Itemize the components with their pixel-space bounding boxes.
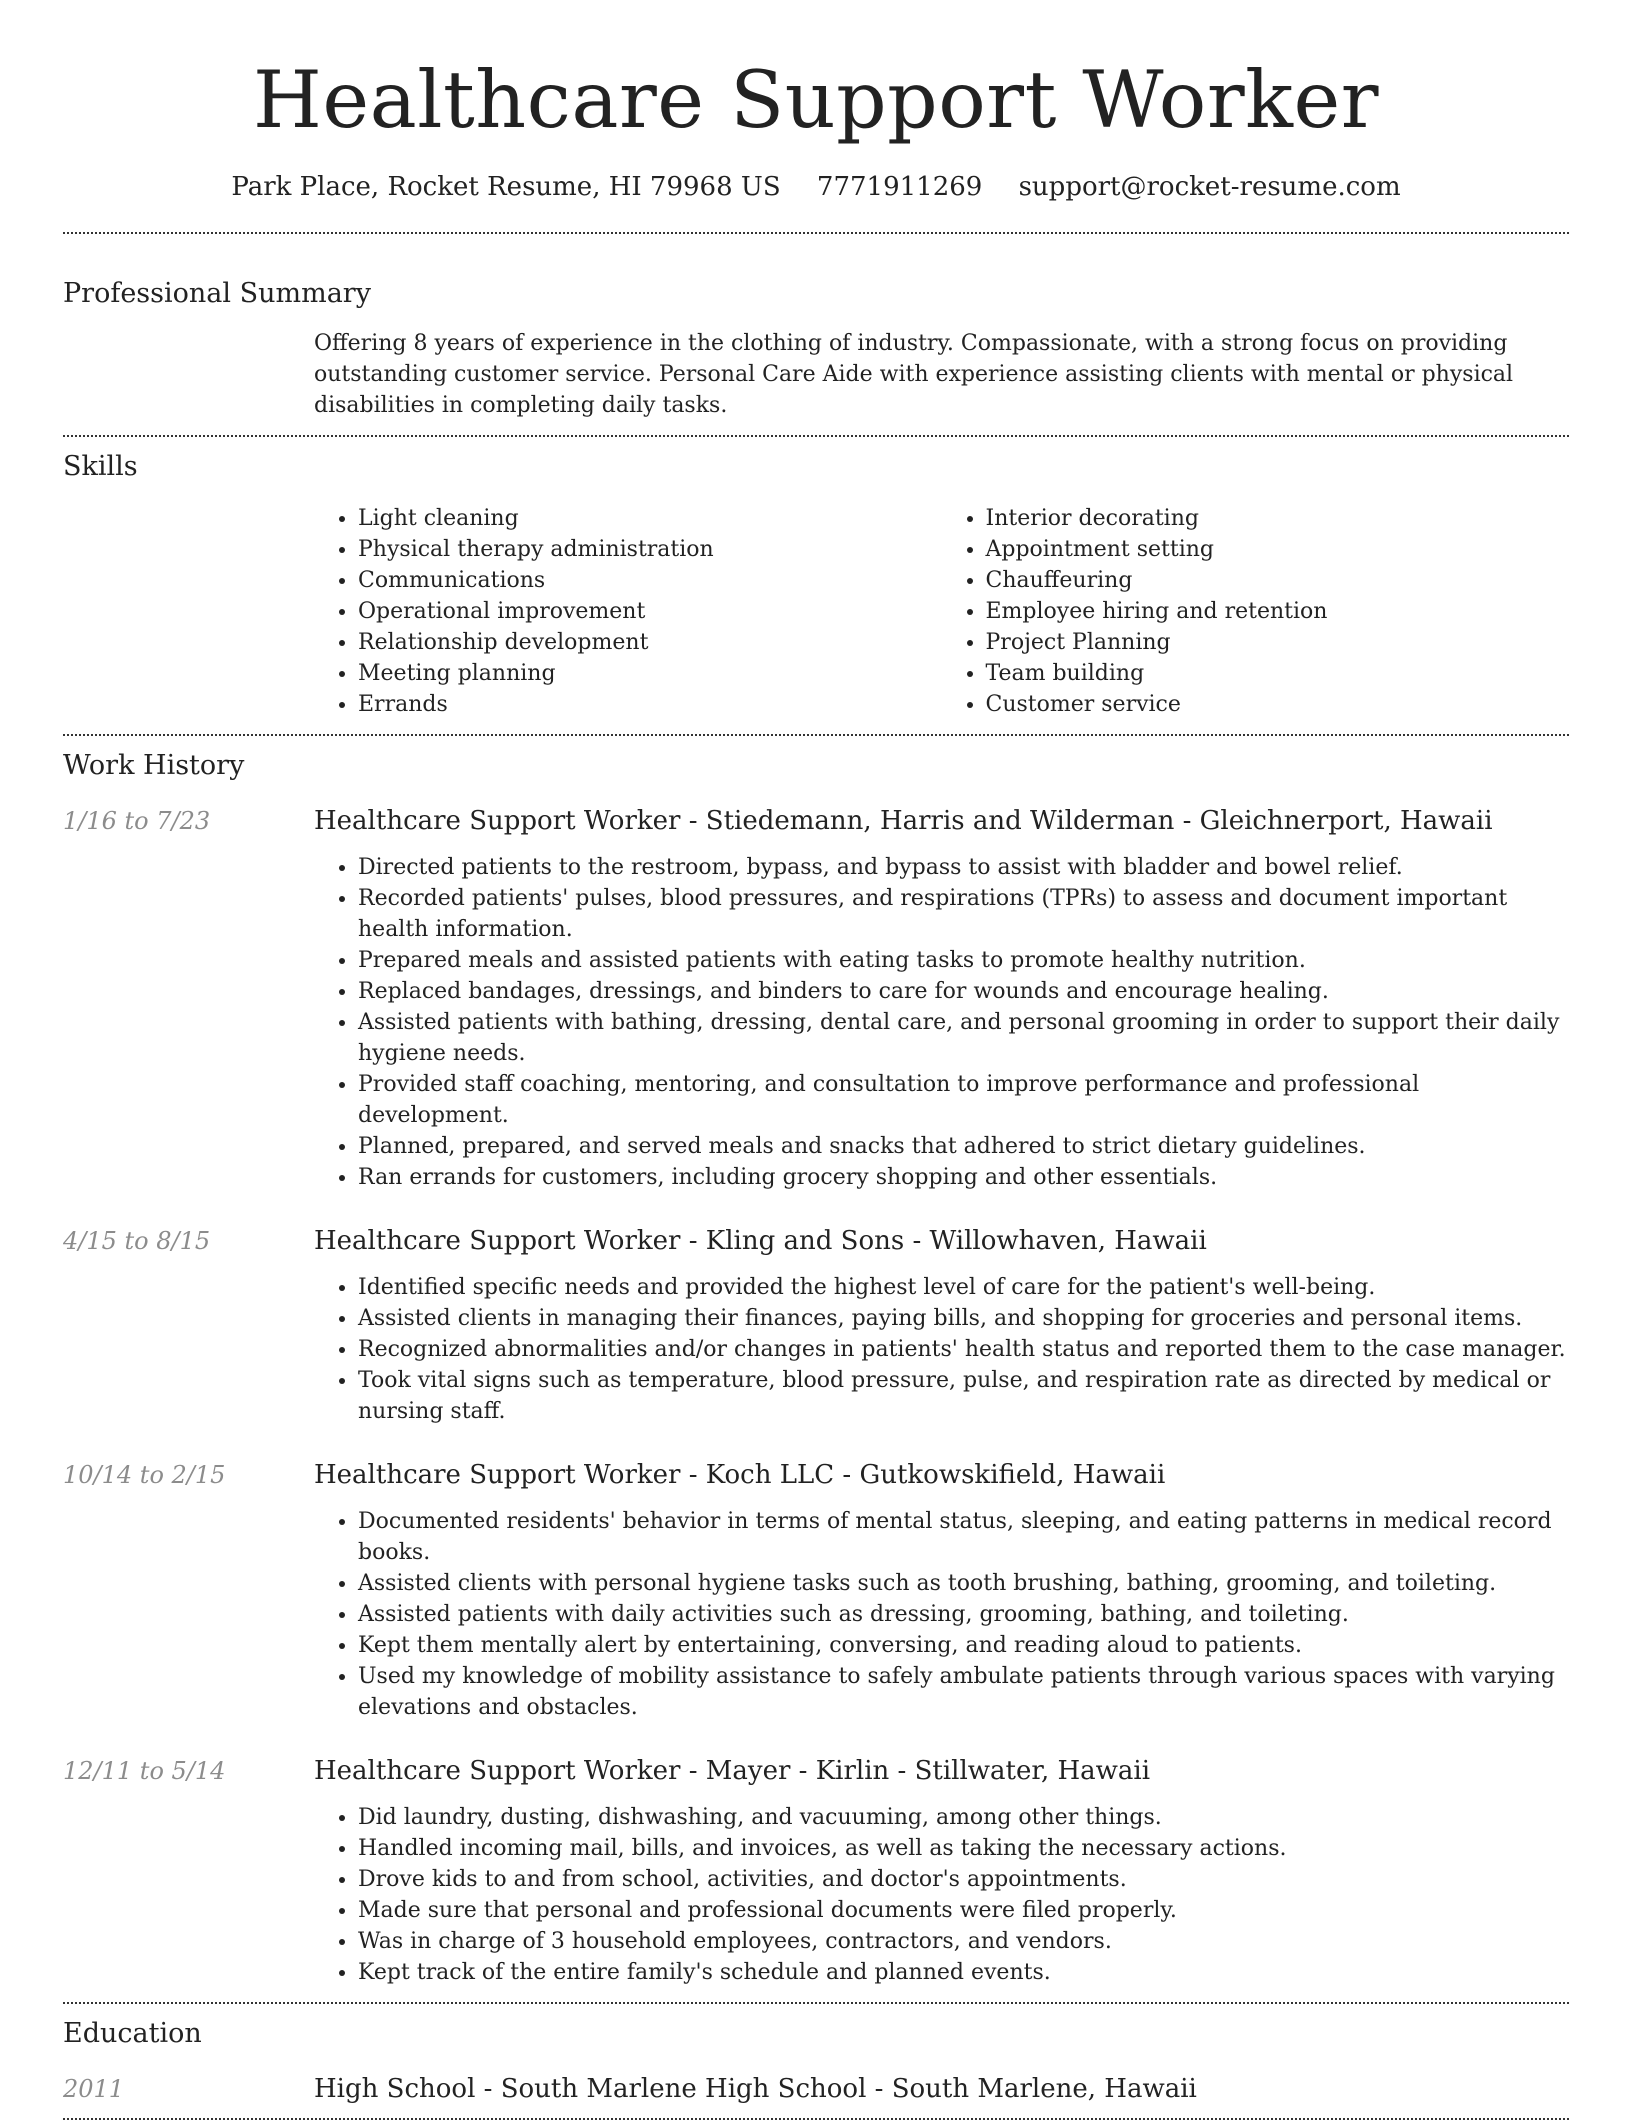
skill-item: • Interior decorating: [986, 503, 1570, 534]
skills-grid: [314, 503, 1569, 720]
contact-phone: 7771911269: [816, 172, 983, 202]
job-heading: Healthcare Support Worker - Mayer - Kirlin - Stillwater, Hawaii: [314, 1756, 1151, 1786]
job-header: [63, 1458, 1569, 1492]
job-bullet: • Assisted patients with daily activities such as dressing, grooming, bathing, and toileting.: [358, 1599, 1569, 1630]
skill-item: • Communications: [358, 565, 942, 596]
job-bullet: • Assisted patients with bathing, dressing, dental care, and personal grooming in order to support their daily hygiene needs.: [358, 1007, 1569, 1069]
skills-list-left: [314, 503, 942, 720]
skill-item: • Meeting planning: [358, 658, 942, 689]
work-section: [63, 736, 1569, 1988]
job-bullet: • Directed patients to the restroom, bypass, and bypass to assist with bladder and bowel relief.: [358, 852, 1569, 883]
job-bullet: • Took vital signs such as temperature, blood pressure, pulse, and respiration rate as directed by medical or nursing staff.: [358, 1365, 1569, 1427]
skill-item: • Customer service: [986, 689, 1570, 720]
job-bullet: • Used my knowledge of mobility assistance to safely ambulate patients through various spaces with varying elevations and obstacles.: [358, 1661, 1569, 1723]
skill-item: • Project Planning: [986, 627, 1570, 658]
job-header: [63, 1754, 1569, 1788]
job-date: 4/15 to 8/15: [63, 1227, 211, 1255]
education-section: [63, 2004, 1569, 2106]
job-header: [63, 1224, 1569, 1258]
education-heading: High School - South Marlene High School - South Marlene, Hawaii: [314, 2074, 1197, 2104]
job-entry: [63, 804, 1569, 1193]
job-entry: [63, 1754, 1569, 1988]
job-bullet: • Assisted clients with personal hygiene tasks such as tooth brushing, bathing, grooming, and toileting.: [358, 1568, 1569, 1599]
job-bullet: • Was in charge of 3 household employees, contractors, and vendors.: [358, 1926, 1569, 1957]
job-bullet: • Documented residents' behavior in terms of mental status, sleeping, and eating patterns in medical record books.: [358, 1506, 1569, 1568]
job-bullet: • Made sure that personal and professional documents were filed properly.: [358, 1895, 1569, 1926]
contact-line: [63, 170, 1569, 204]
summary-text: Offering 8 years of experience in the clothing of industry. Compassionate, with a strong focus on providing outstanding customer service. Personal Care Aide with experience assisting clients with mental or physical disabilities in completing daily tasks.: [314, 331, 1514, 418]
skill-item: • Team building: [986, 658, 1570, 689]
skill-item: • Light cleaning: [358, 503, 942, 534]
job-bullet: • Recorded patients' pulses, blood pressures, and respirations (TPRs) to assess and document important health information.: [358, 883, 1569, 945]
job-bullets: [314, 1272, 1569, 1427]
job-bullet: • Recognized abnormalities and/or changes in patients' health status and reported them to the case manager.: [358, 1334, 1569, 1365]
candidate-name: Healthcare Support Worker: [253, 54, 1379, 146]
job-bullets: [314, 852, 1569, 1193]
job-bullets: [314, 1506, 1569, 1723]
education-date: 2011: [63, 2075, 125, 2103]
skill-item: • Physical therapy administration: [358, 534, 942, 565]
summary-content: [314, 328, 1569, 421]
summary-section: [63, 234, 1569, 421]
job-bullet: • Identified specific needs and provided the highest level of care for the patient's well-being.: [358, 1272, 1569, 1303]
skill-item: • Employee hiring and retention: [986, 596, 1570, 627]
job-bullet: • Provided staff coaching, mentoring, and consultation to improve performance and professional development.: [358, 1069, 1569, 1131]
education-title: Education: [63, 2018, 202, 2049]
job-bullet: • Drove kids to and from school, activities, and doctor's appointments.: [358, 1864, 1569, 1895]
job-bullet: • Handled incoming mail, bills, and invoices, as well as taking the necessary actions.: [358, 1833, 1569, 1864]
skill-item: • Operational improvement: [358, 596, 942, 627]
job-entry: [63, 1458, 1569, 1723]
job-heading: Healthcare Support Worker - Koch LLC - Gutkowskifield, Hawaii: [314, 1460, 1166, 1490]
job-bullet: • Replaced bandages, dressings, and binders to care for wounds and encourage healing.: [358, 976, 1569, 1007]
job-bullet: • Prepared meals and assisted patients with eating tasks to promote healthy nutrition.: [358, 945, 1569, 976]
job-date: 12/11 to 5/14: [63, 1757, 226, 1785]
job-header: [63, 804, 1569, 838]
job-date: 1/16 to 7/23: [63, 807, 211, 835]
skills-section: [63, 437, 1569, 720]
contact-email[interactable]: support@rocket-resume.com: [1018, 172, 1401, 202]
job-bullets: [314, 1802, 1569, 1988]
skills-title: Skills: [63, 451, 138, 482]
job-bullet: • Kept them mentally alert by entertaining, conversing, and reading aloud to patients.: [358, 1630, 1569, 1661]
skill-item: • Errands: [358, 689, 942, 720]
education-entry: [63, 2072, 1569, 2106]
job-bullet: • Kept track of the entire family's schedule and planned events.: [358, 1957, 1569, 1988]
contact-address: Park Place, Rocket Resume, HI 79968 US: [231, 172, 781, 202]
job-bullet: • Assisted clients in managing their finances, paying bills, and shopping for groceries and personal items.: [358, 1303, 1569, 1334]
job-bullet: • Planned, prepared, and served meals and snacks that adhered to strict dietary guidelines.: [358, 1131, 1569, 1162]
work-title: Work History: [63, 750, 245, 781]
summary-title: Professional Summary: [63, 278, 371, 309]
skills-list-right: [942, 503, 1570, 720]
job-entry: [63, 1224, 1569, 1427]
job-date: 10/14 to 2/15: [63, 1461, 226, 1489]
skill-item: • Chauffeuring: [986, 565, 1570, 596]
job-heading: Healthcare Support Worker - Stiedemann, Harris and Wilderman - Gleichnerport, Hawaii: [314, 806, 1493, 836]
job-bullet: • Ran errands for customers, including grocery shopping and other essentials.: [358, 1162, 1569, 1193]
job-heading: Healthcare Support Worker - Kling and Sons - Willowhaven, Hawaii: [314, 1226, 1207, 1256]
skill-item: • Appointment setting: [986, 534, 1570, 565]
job-bullet: • Did laundry, dusting, dishwashing, and vacuuming, among other things.: [358, 1802, 1569, 1833]
skill-item: • Relationship development: [358, 627, 942, 658]
